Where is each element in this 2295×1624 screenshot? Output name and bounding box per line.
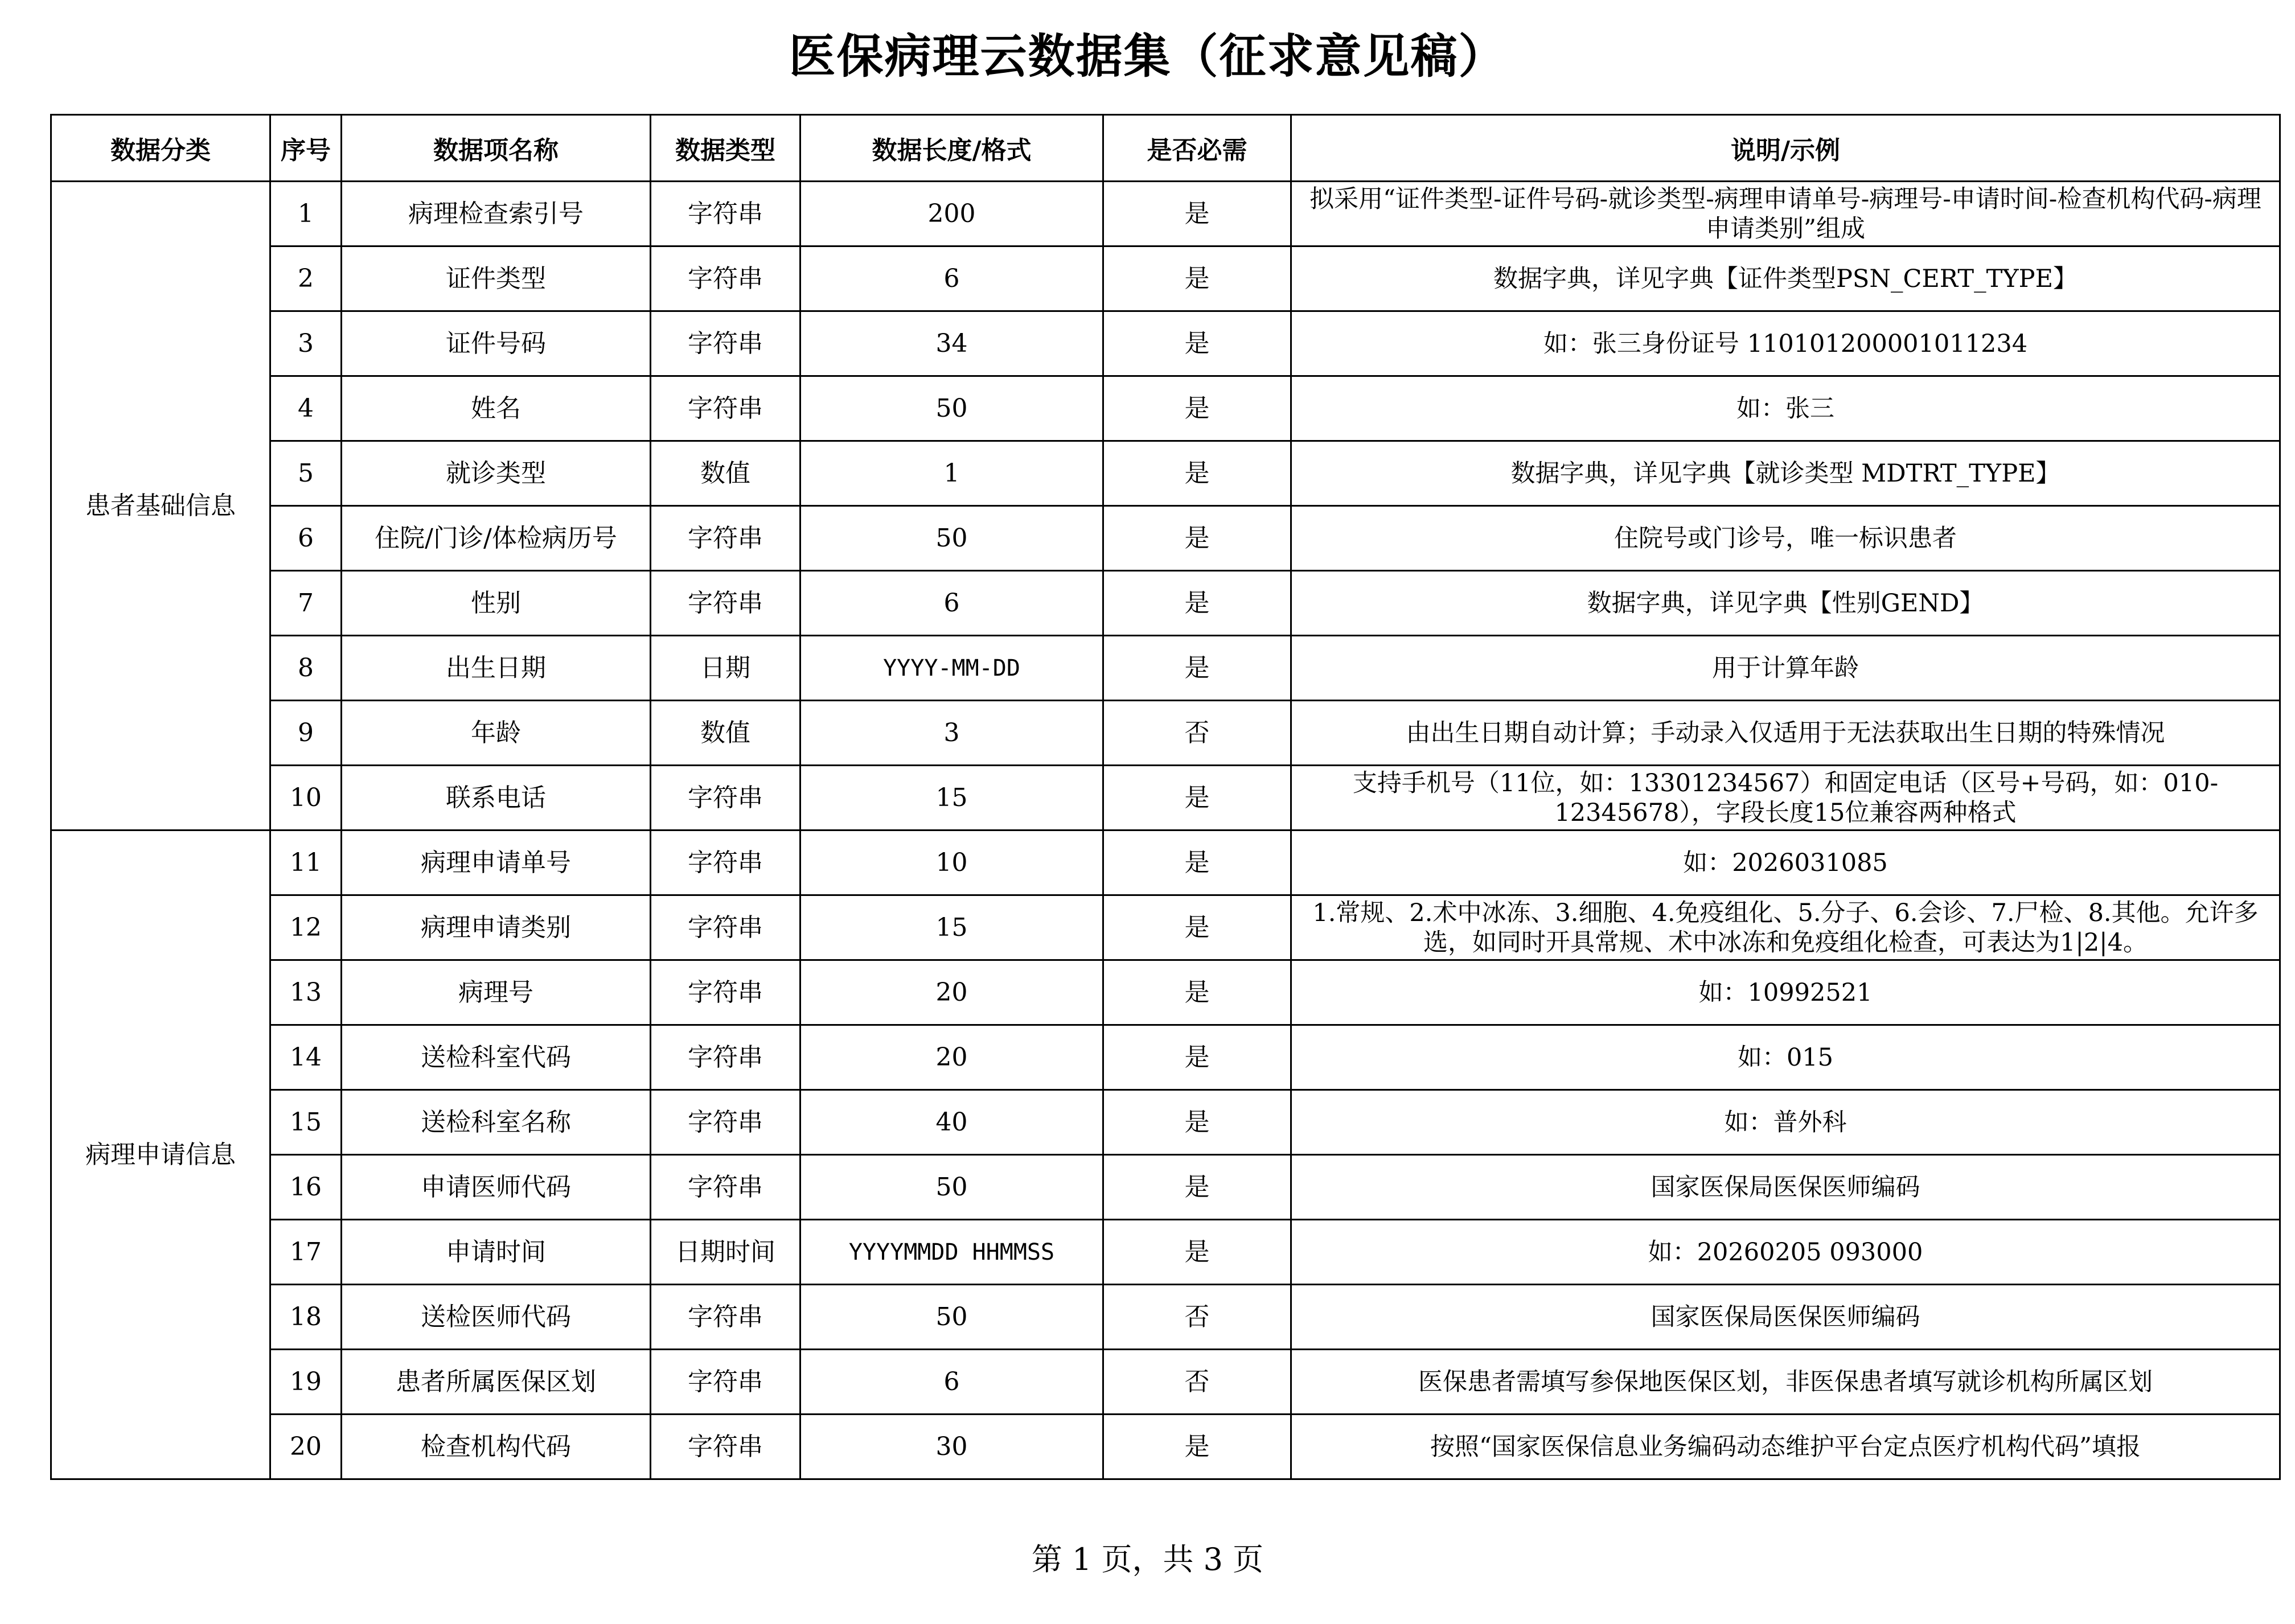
table-row <box>51 960 2280 1025</box>
header-description: 说明/示例 <box>1291 115 2280 182</box>
cell-data-type: 数值 <box>651 701 800 766</box>
table-row <box>51 701 2280 766</box>
cell-description: 如：普外科 <box>1291 1090 2280 1155</box>
cell-required: 是 <box>1103 1415 1291 1479</box>
cell-item-name: 年龄 <box>342 701 651 766</box>
cell-required: 是 <box>1103 182 1291 246</box>
cell-length-format: 50 <box>800 506 1103 571</box>
cell-length-format: 10 <box>800 830 1103 895</box>
cell-length-format: 40 <box>800 1090 1103 1155</box>
cell-index: 7 <box>270 571 342 636</box>
table-row <box>51 895 2280 960</box>
cell-required: 是 <box>1103 1220 1291 1285</box>
table-row <box>51 246 2280 311</box>
cell-index: 16 <box>270 1155 342 1220</box>
cell-item-name: 证件号码 <box>342 311 651 376</box>
cell-index: 2 <box>270 246 342 311</box>
cell-index: 3 <box>270 311 342 376</box>
cell-item-name: 病理申请单号 <box>342 830 651 895</box>
cell-data-type: 字符串 <box>651 1350 800 1415</box>
cell-index: 14 <box>270 1025 342 1090</box>
cell-data-type: 数值 <box>651 441 800 506</box>
cell-index: 18 <box>270 1285 342 1350</box>
cell-data-type: 字符串 <box>651 506 800 571</box>
cell-data-type: 字符串 <box>651 1415 800 1479</box>
header-index: 序号 <box>270 115 342 182</box>
cell-item-name: 送检医师代码 <box>342 1285 651 1350</box>
table-body <box>51 182 2280 1479</box>
table-row <box>51 1090 2280 1155</box>
cell-required: 是 <box>1103 246 1291 311</box>
cell-description: 数据字典，详见字典【证件类型PSN_CERT_TYPE】 <box>1291 246 2280 311</box>
cell-data-type: 字符串 <box>651 766 800 830</box>
cell-item-name: 送检科室名称 <box>342 1090 651 1155</box>
cell-index: 5 <box>270 441 342 506</box>
cell-item-name: 姓名 <box>342 376 651 441</box>
cell-data-type: 字符串 <box>651 182 800 246</box>
cell-required: 是 <box>1103 441 1291 506</box>
cell-required: 是 <box>1103 1155 1291 1220</box>
cell-index: 9 <box>270 701 342 766</box>
cell-index: 19 <box>270 1350 342 1415</box>
cell-item-name: 患者所属医保区划 <box>342 1350 651 1415</box>
table-row <box>51 571 2280 636</box>
cell-category: 病理申请信息 <box>51 830 270 1479</box>
cell-index: 4 <box>270 376 342 441</box>
table-header <box>51 115 2280 182</box>
document-title: 医保病理云数据集（征求意见稿） <box>789 30 1506 84</box>
cell-data-type: 日期 <box>651 636 800 701</box>
cell-description: 如：张三身份证号 110101200001011234 <box>1291 311 2280 376</box>
cell-description: 如：20260205 093000 <box>1291 1220 2280 1285</box>
cell-required: 是 <box>1103 1025 1291 1090</box>
cell-length-format: YYYYMMDD HHMMSS <box>800 1220 1103 1285</box>
table-row <box>51 182 2280 246</box>
cell-length-format: 20 <box>800 1025 1103 1090</box>
cell-item-name: 联系电话 <box>342 766 651 830</box>
cell-description: 1.常规、2.术中冰冻、3.细胞、4.免疫组化、5.分子、6.会诊、7.尸检、8.其他。允许多选，如同时开具常规、术中冰冻和免疫组化检查，可表达为1|2|4。 <box>1291 895 2280 960</box>
cell-item-name: 就诊类型 <box>342 441 651 506</box>
cell-description: 如：015 <box>1291 1025 2280 1090</box>
cell-required: 是 <box>1103 895 1291 960</box>
table-row <box>51 441 2280 506</box>
page-number-footer: 第 1 页，共 3 页 <box>1031 1541 1264 1577</box>
cell-length-format: 200 <box>800 182 1103 246</box>
cell-length-format: 50 <box>800 1155 1103 1220</box>
cell-description: 拟采用“证件类型-证件号码-就诊类型-病理申请单号-病理号-申请时间-检查机构代码-病理申请类别”组成 <box>1291 182 2280 246</box>
cell-length-format: 30 <box>800 1415 1103 1479</box>
cell-length-format: 1 <box>800 441 1103 506</box>
cell-length-format: 50 <box>800 1285 1103 1350</box>
cell-data-type: 字符串 <box>651 376 800 441</box>
cell-required: 否 <box>1103 1285 1291 1350</box>
cell-required: 是 <box>1103 636 1291 701</box>
cell-index: 6 <box>270 506 342 571</box>
cell-item-name: 申请时间 <box>342 1220 651 1285</box>
cell-length-format: 34 <box>800 311 1103 376</box>
data-spec-table <box>50 114 2281 1480</box>
cell-data-type: 字符串 <box>651 1090 800 1155</box>
cell-data-type: 字符串 <box>651 246 800 311</box>
header-length-format: 数据长度/格式 <box>800 115 1103 182</box>
cell-index: 17 <box>270 1220 342 1285</box>
cell-data-type: 字符串 <box>651 1155 800 1220</box>
cell-required: 是 <box>1103 1090 1291 1155</box>
header-required: 是否必需 <box>1103 115 1291 182</box>
cell-data-type: 字符串 <box>651 571 800 636</box>
cell-required: 是 <box>1103 311 1291 376</box>
header-category: 数据分类 <box>51 115 270 182</box>
cell-item-name: 病理申请类别 <box>342 895 651 960</box>
cell-length-format: 6 <box>800 571 1103 636</box>
cell-length-format: 20 <box>800 960 1103 1025</box>
cell-required: 是 <box>1103 376 1291 441</box>
cell-description: 医保患者需填写参保地医保区划，非医保患者填写就诊机构所属区划 <box>1291 1350 2280 1415</box>
cell-index: 13 <box>270 960 342 1025</box>
cell-description: 如：张三 <box>1291 376 2280 441</box>
table-row <box>51 1415 2280 1479</box>
cell-required: 是 <box>1103 506 1291 571</box>
cell-description: 数据字典，详见字典【就诊类型 MDTRT_TYPE】 <box>1291 441 2280 506</box>
cell-length-format: YYYY-MM-DD <box>800 636 1103 701</box>
header-row <box>51 115 2280 182</box>
cell-category: 患者基础信息 <box>51 182 270 830</box>
cell-description: 如：10992521 <box>1291 960 2280 1025</box>
cell-item-name: 申请医师代码 <box>342 1155 651 1220</box>
cell-length-format: 50 <box>800 376 1103 441</box>
cell-description: 国家医保局医保医师编码 <box>1291 1285 2280 1350</box>
cell-description: 支持手机号（11位，如：13301234567）和固定电话（区号+号码，如：010-12345678），字段长度15位兼容两种格式 <box>1291 766 2280 830</box>
cell-description: 如：2026031085 <box>1291 830 2280 895</box>
cell-index: 12 <box>270 895 342 960</box>
cell-required: 是 <box>1103 571 1291 636</box>
cell-item-name: 病理号 <box>342 960 651 1025</box>
cell-index: 10 <box>270 766 342 830</box>
cell-required: 是 <box>1103 766 1291 830</box>
cell-required: 是 <box>1103 960 1291 1025</box>
table-row <box>51 376 2280 441</box>
cell-index: 1 <box>270 182 342 246</box>
table-row <box>51 311 2280 376</box>
cell-data-type: 字符串 <box>651 311 800 376</box>
cell-length-format: 6 <box>800 1350 1103 1415</box>
cell-data-type: 字符串 <box>651 960 800 1025</box>
table-row <box>51 1285 2280 1350</box>
cell-item-name: 性别 <box>342 571 651 636</box>
cell-description: 数据字典，详见字典【性别GEND】 <box>1291 571 2280 636</box>
header-item-name: 数据项名称 <box>342 115 651 182</box>
cell-description: 国家医保局医保医师编码 <box>1291 1155 2280 1220</box>
cell-data-type: 字符串 <box>651 1025 800 1090</box>
cell-index: 15 <box>270 1090 342 1155</box>
cell-data-type: 日期时间 <box>651 1220 800 1285</box>
cell-data-type: 字符串 <box>651 895 800 960</box>
table-row <box>51 1155 2280 1220</box>
table-row <box>51 1025 2280 1090</box>
cell-length-format: 6 <box>800 246 1103 311</box>
cell-index: 11 <box>270 830 342 895</box>
cell-index: 20 <box>270 1415 342 1479</box>
table-row <box>51 506 2280 571</box>
cell-index: 8 <box>270 636 342 701</box>
cell-item-name: 送检科室代码 <box>342 1025 651 1090</box>
cell-data-type: 字符串 <box>651 830 800 895</box>
cell-length-format: 15 <box>800 766 1103 830</box>
cell-data-type: 字符串 <box>651 1285 800 1350</box>
cell-length-format: 15 <box>800 895 1103 960</box>
cell-description: 按照“国家医保信息业务编码动态维护平台定点医疗机构代码”填报 <box>1291 1415 2280 1479</box>
table-row <box>51 766 2280 830</box>
cell-required: 是 <box>1103 830 1291 895</box>
cell-item-name: 检查机构代码 <box>342 1415 651 1479</box>
cell-description: 由出生日期自动计算；手动录入仅适用于无法获取出生日期的特殊情况 <box>1291 701 2280 766</box>
cell-description: 用于计算年龄 <box>1291 636 2280 701</box>
cell-description: 住院号或门诊号，唯一标识患者 <box>1291 506 2280 571</box>
header-data-type: 数据类型 <box>651 115 800 182</box>
cell-item-name: 出生日期 <box>342 636 651 701</box>
cell-item-name: 证件类型 <box>342 246 651 311</box>
table-row <box>51 636 2280 701</box>
table-row <box>51 1350 2280 1415</box>
cell-item-name: 病理检查索引号 <box>342 182 651 246</box>
table-row <box>51 1220 2280 1285</box>
cell-length-format: 3 <box>800 701 1103 766</box>
cell-required: 否 <box>1103 701 1291 766</box>
cell-required: 否 <box>1103 1350 1291 1415</box>
cell-item-name: 住院/门诊/体检病历号 <box>342 506 651 571</box>
table-row <box>51 830 2280 895</box>
